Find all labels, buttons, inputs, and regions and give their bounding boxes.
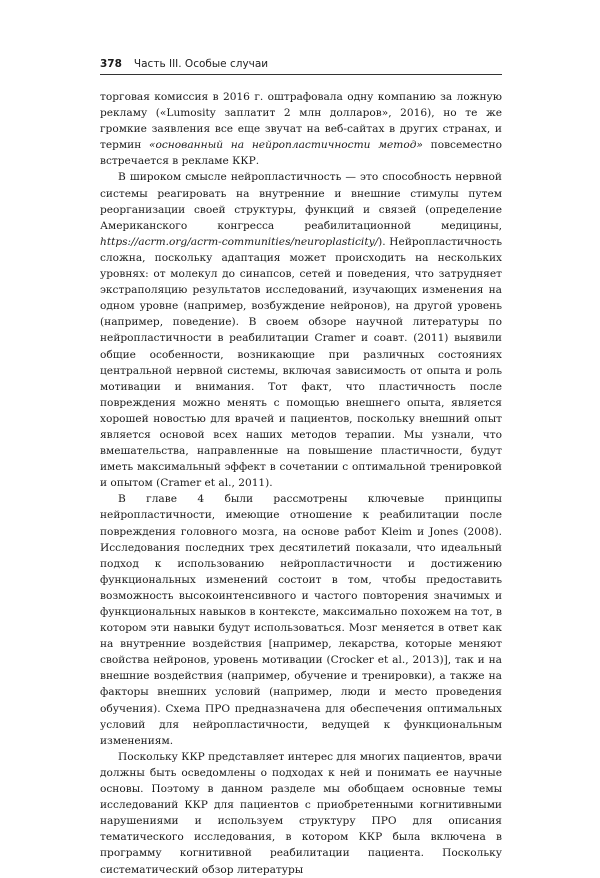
paragraph-1-italic-term: «основанный на нейропластичности метод» bbox=[149, 139, 423, 152]
paragraph-1-text-c: повсеместно встречается в рекламе ККР. bbox=[100, 139, 502, 168]
paragraph-2-text-a: В широком смысле нейропластичность — это способность нервной системы реагировать на внутренние и внешние стимулы путем реорганизации своей структуры, функций и связей (определение Американского конгресса реабилитационной медицины, bbox=[100, 171, 502, 232]
paragraph-1 bbox=[100, 89, 502, 169]
page-number: 378 bbox=[100, 58, 122, 70]
paragraph-1-text-a: торговая комиссия в 2016 г. оштрафовала одну компанию за ложную рекламу («Lumosity заплатит 2 млн долларов», 2016), но те же громкие заявления все еще звучат на веб-сайтах в других странах, и термин bbox=[100, 91, 502, 152]
paragraph-2-text-c: ). Нейропластичность сложна, поскольку адаптация может происходить на нескольких уровнях: от молекул до синапсов, сетей и поведения, что затрудняет экстраполяцию результатов исследований, изучающих изменения на одном уровне (например, возбуждение нейронов), на другой уровень (например, поведение). В своем обзоре научной литературы по нейропластичности в реабилитации Cramer и соавт. (2011) выявили общие особенности, возникающие при различных состояниях центральной нервной системы, включая зависимость от опыта и роль мотивации и внимания. Тот факт, что пластичность после повреждения можно менять с помощью внешнего опыта, является хорошей новостью для врачей и пациентов, поскольку внешний опыт является основой всех наших методов терапии. Мы узнали, что вмешательства, направленные на повышение пластичности, будут иметь максимальный эффект в сочетании с оптимальной тренировкой и опытом (Cramer et al., 2011). bbox=[100, 235, 502, 490]
paragraph-4: Поскольку ККР представляет интерес для многих пациентов, врачи должны быть осведомлены о подходах к ней и понимать ее научные основы. Поэтому в данном разделе мы обобщаем основные темы исследований ККР для пациентов с приобретенными когнитивными нарушениями и используем структуру ПРО для описания тематического исследования, в котором ККР была включена в программу когнитивной реабилитации пациента. Поскольку систематический обзор литературы bbox=[100, 750, 502, 876]
running-head bbox=[100, 58, 502, 75]
body-text bbox=[100, 89, 502, 878]
chapter-title: Часть III. Особые случаи bbox=[133, 58, 269, 70]
paragraph-2 bbox=[100, 169, 502, 491]
paragraph-3: В главе 4 были рассмотрены ключевые принципы нейропластичности, имеющие отношение к реабилитации после повреждения головного мозга, на основе работ Kleim и Jones (2008). Исследования последних трех десятилетий показали, что идеальный подход к использованию нейропластичности и достижению функциональных изменений состоит в том, чтобы предоставить возможность высокоинтенсивного и частого повторения значимых и функциональных навыков в контексте, максимально похожем на тот, в котором эти навыки будут использоваться. Мозг меняется в ответ как на внутренние воздействия [например, лекарства, которые меняют свойства нейронов, уровень мотивации (Crocker et al., 2013)], так и на внешние воздействия (например, обучение и тренировки), а также на факторы внешних условий (например, люди и место проведения обучения). Схема ПРО предназначена для обеспечения оптимальных условий для нейропластичности, ведущей к функциональным изменениям. bbox=[100, 493, 502, 747]
acrm-url: https://acrm.org/acrm-communities/neuroplasticity/ bbox=[100, 235, 379, 248]
